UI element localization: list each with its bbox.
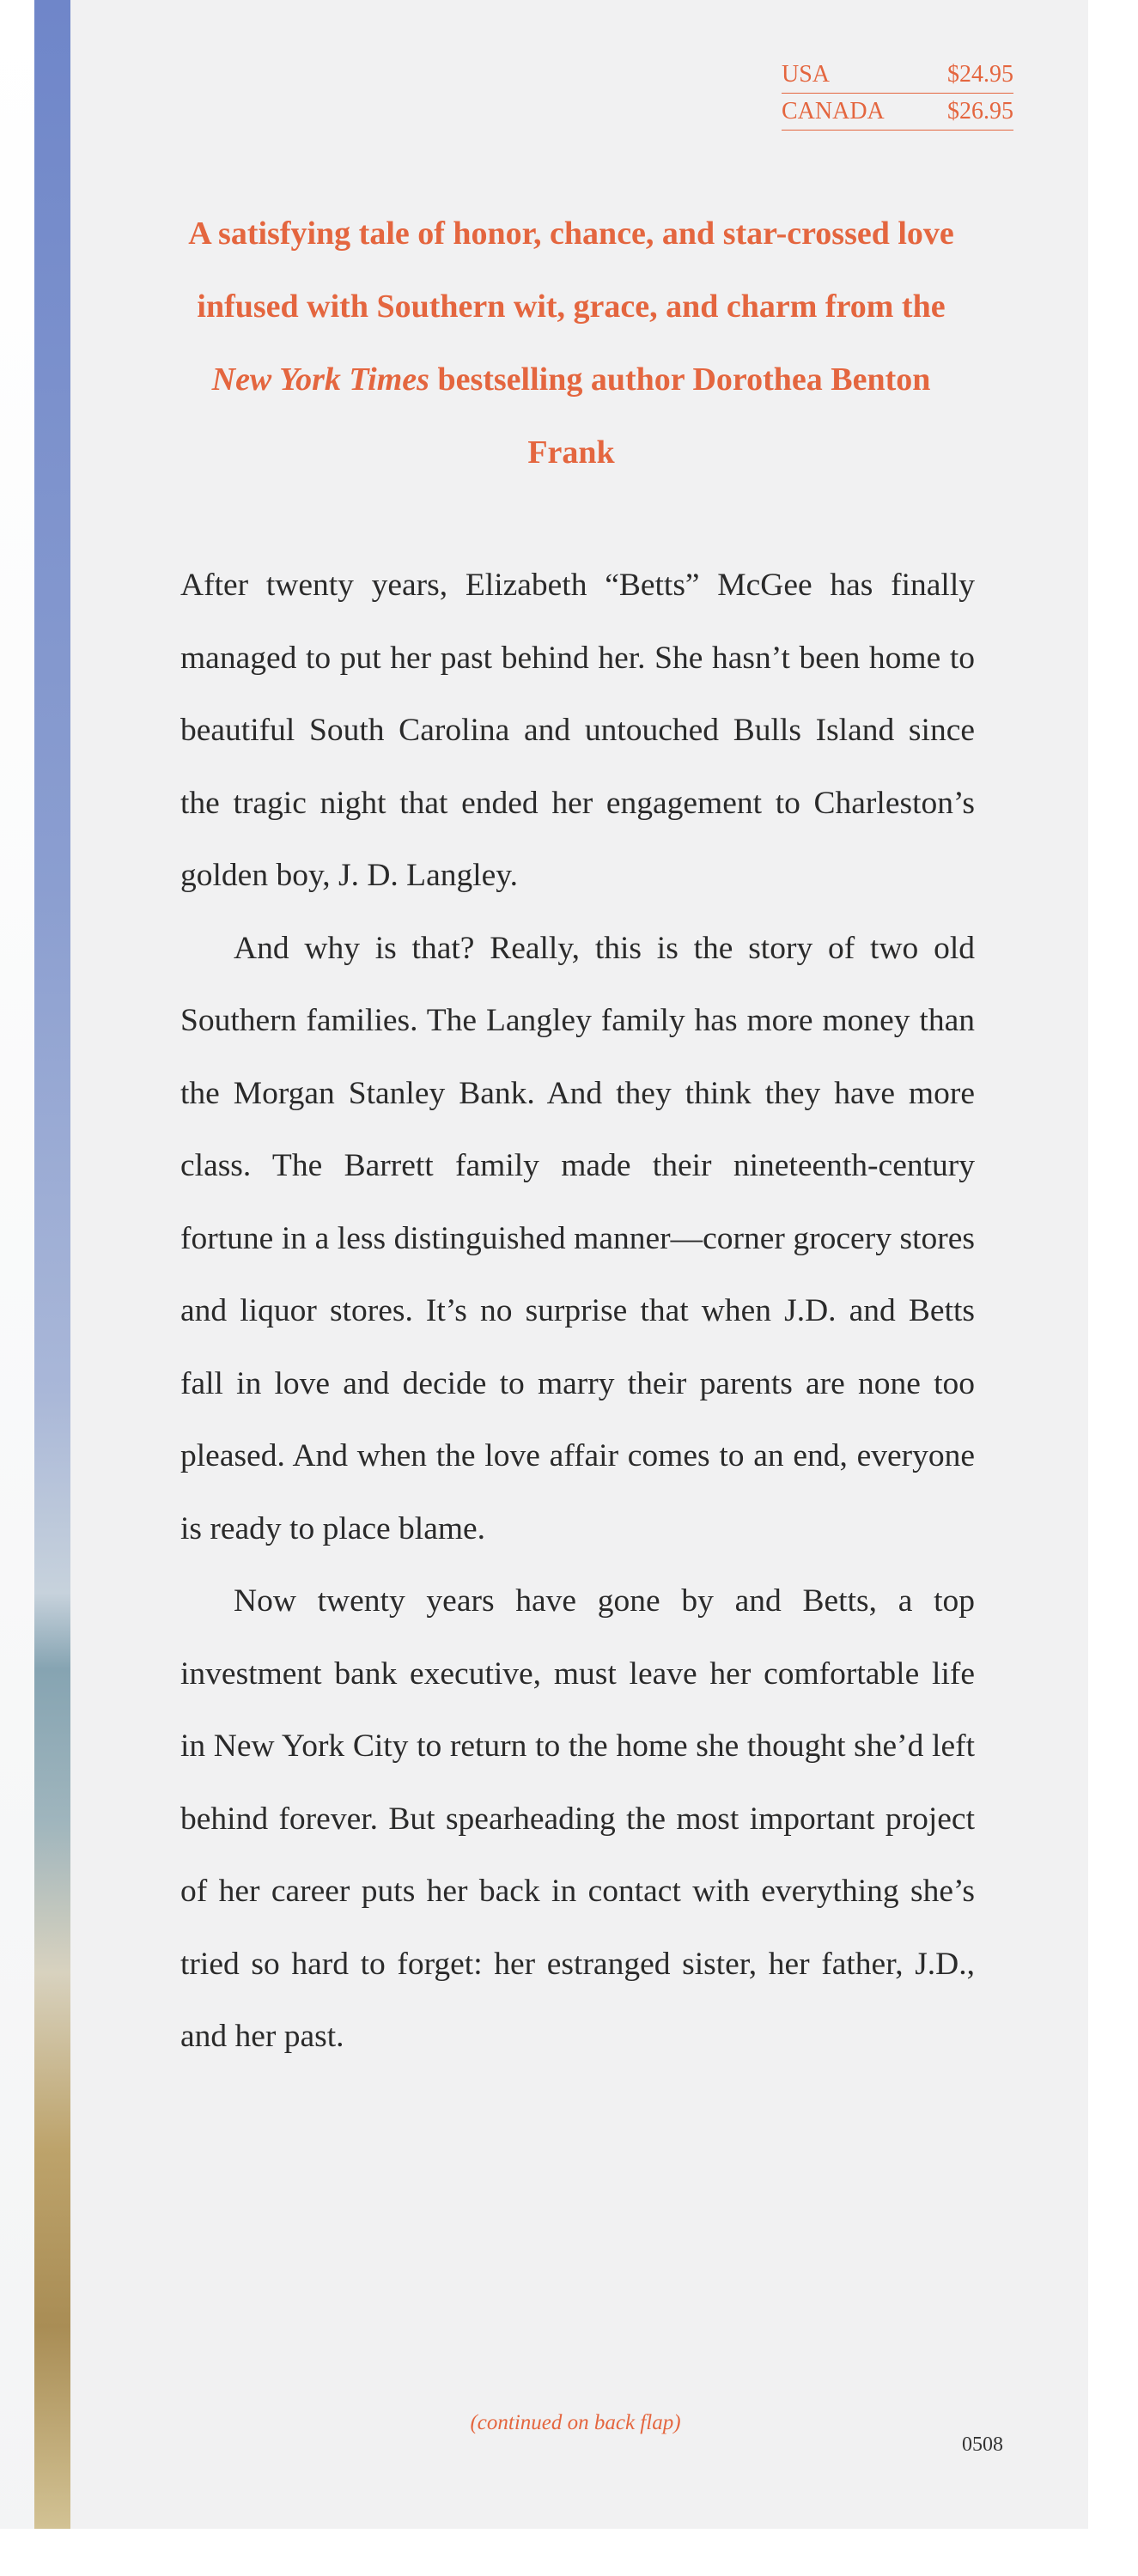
tagline-lead: A satisfying tale of honor, chance, and star-crossed love infused with Southern wit, grace, and charm from the (188, 216, 954, 325)
flap-paragraph-2: And why is that? Really, this is the story of two old Southern families. The Langley family has more money than the Morgan Stanley Bank. And they think they have more class. The Barrett family made their nineteenth-century fortune in a less distinguished manner—corner grocery stores and liquor stores. It’s no surprise that when J.D. and Betts fall in love and decide to marry their parents are none too pleased. And when the love affair comes to an end, everyone is ready to place blame. (180, 930, 975, 1546)
spine-photo (34, 0, 70, 2529)
price-value-usa: $24.95 (947, 61, 1013, 88)
tagline-publication: New York Times (211, 361, 429, 398)
price-block (782, 57, 1013, 131)
price-row-canada (782, 94, 1013, 131)
price-value-canada: $26.95 (947, 98, 1013, 125)
price-label-canada: CANADA (782, 98, 885, 125)
right-edge (1088, 0, 1138, 2576)
tagline-tail: bestselling author Dorothea Benton Frank (429, 361, 931, 471)
flap-paragraph-1: After twenty years, Elizabeth “Betts” McGee has finally managed to put her past behind her. She hasn’t been home to beautiful South Carolina and untouched Bulls Island since the tragic night that ended her engagement to Charleston’s golden boy, J. D. Langley. (180, 568, 975, 893)
flap-copy (180, 550, 975, 2074)
tagline (172, 197, 971, 489)
continued-note: (continued on back flap) (470, 2411, 681, 2434)
flap-paragraph-3: Now twenty years have gone by and Betts, a top investment bank executive, must leave her comfortable life in New York City to return to the home she thought she’d left behind forever. But spearheading the most important project of her career puts her back in contact with everything she’s tried so hard to forget: her estranged sister, her father, J.D., and her past. (180, 1583, 975, 2054)
price-label-usa: USA (782, 61, 831, 88)
bottom-edge (0, 2529, 1138, 2576)
price-row-usa (782, 57, 1013, 94)
catalog-code: 0508 (962, 2433, 1003, 2456)
